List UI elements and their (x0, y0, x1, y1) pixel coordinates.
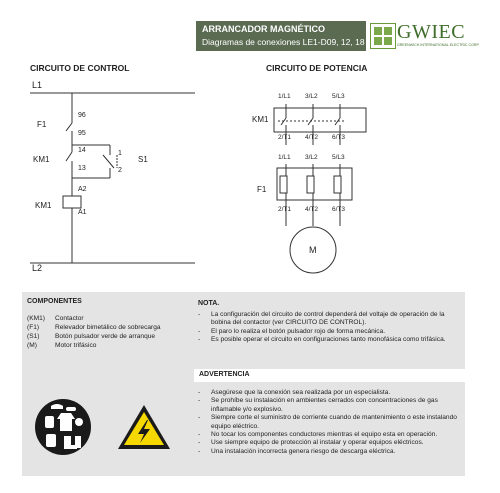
km1-coil-label: KM1 (35, 201, 52, 210)
warning-header (194, 369, 465, 382)
terminal-a2: A2 (78, 186, 87, 193)
header-subtitle: Diagramas de conexiones LE1-D09, 12, 18 (202, 37, 365, 47)
km1-terminal-1l1: 1/L1 (278, 93, 291, 100)
warning-item: - Use siempre equipo de protección al instalar y operar equipos eléctricos. (198, 439, 460, 447)
components-heading: COMPONENTES (27, 298, 82, 305)
ppe-required-icon (34, 398, 92, 456)
km1-power-label: KM1 (252, 115, 269, 124)
f1-terminal-6t3: 6/T3 (332, 206, 346, 213)
f1-terminal-1l1: 1/L1 (278, 154, 291, 161)
note-item: - La configuración del circuito de control dependerá del voltaje de operación de la bobina del contactor (ver CIRCUITO DE CONTROL). (198, 311, 460, 328)
f1-terminal-4t2: 4/T2 (305, 206, 319, 213)
s1-terminal-1: 1 (118, 150, 122, 157)
note-item: - El paro lo realiza el botón pulsador rojo de forma mecánica. (198, 328, 460, 336)
l1-label: L1 (32, 80, 43, 90)
notes-list (198, 311, 460, 345)
terminal-14: 14 (78, 147, 86, 154)
component-item: (S1) Botón pulsador verde de arranque (27, 333, 156, 340)
km1-contact-label: KM1 (33, 155, 50, 164)
component-item: (KM1) Contactor (27, 315, 84, 322)
km1-terminal-5l3: 5/L3 (332, 93, 345, 100)
km1-terminal-3l2: 3/L2 (305, 93, 318, 100)
electrical-hazard-icon (116, 402, 172, 452)
logo-wordmark: GWIEC (397, 21, 466, 43)
control-circuit-title: CIRCUITO DE CONTROL (30, 63, 130, 73)
s1-terminal-2: 2 (118, 167, 122, 174)
warning-item: - Se prohíbe su instalación en ambientes cerrados con concentraciones de gas inflamable y/o explosivo. (198, 397, 460, 414)
logo-tagline: GREENWICH INTERNATIONAL ELECTRIC CORP (397, 43, 479, 47)
km1-terminal-6t3: 6/T3 (332, 134, 346, 141)
km1-terminal-4t2: 4/T2 (305, 134, 319, 141)
warning-heading: ADVERTENCIA (199, 371, 250, 378)
warning-item: - Siempre corte el suministro de corriente cuando de mantenimiento o este instalando equipo eléctrico. (198, 414, 460, 431)
warning-item: - No tocar los componentes conductores mientras el equipo esta en operación. (198, 431, 460, 439)
terminal-95: 95 (78, 130, 86, 137)
note-item: - Es posible operar el circuito en configuraciones tanto monofásica como trifásica. (198, 336, 460, 344)
power-circuit-title: CIRCUITO DE POTENCIA (266, 63, 368, 73)
f1-power-label: F1 (257, 185, 267, 194)
f1-terminal-2t1: 2/T1 (278, 206, 292, 213)
component-item: (F1) Relevador bimetálico de sobrecarga (27, 324, 161, 331)
header-title: ARRANCADOR MAGNÉTICO (202, 24, 325, 34)
terminal-a1: A1 (78, 209, 87, 216)
warning-item: - Asegúrese que la conexión sea realizada por un especialista. (198, 389, 460, 397)
s1-label: S1 (138, 155, 148, 164)
warning-item: - Una instalación incorrecta genera riesgo de descarga eléctrica. (198, 448, 460, 456)
terminal-13: 13 (78, 165, 86, 172)
l2-label: L2 (32, 263, 43, 273)
f1-control-label: F1 (37, 120, 47, 129)
km1-terminal-2t1: 2/T1 (278, 134, 292, 141)
notes-heading: NOTA. (198, 300, 220, 307)
f1-terminal-5l3: 5/L3 (332, 154, 345, 161)
component-item: (M) Motor trifásico (27, 342, 97, 349)
motor-label: M (309, 245, 317, 255)
terminal-96: 96 (78, 112, 86, 119)
f1-terminal-3l2: 3/L2 (305, 154, 318, 161)
warning-list (198, 389, 460, 456)
